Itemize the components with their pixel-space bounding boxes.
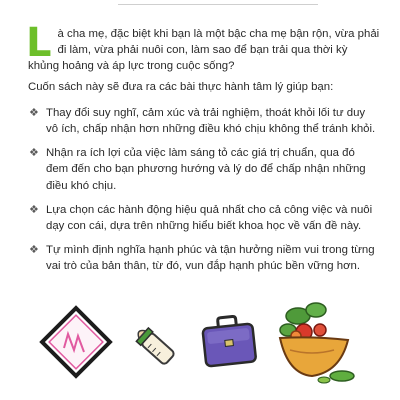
diamond-bullet-icon: ❖ <box>29 147 39 160</box>
baby-bottle-icon <box>132 318 178 374</box>
illustration-row <box>0 296 400 400</box>
list-item <box>28 145 380 194</box>
benefit-list <box>28 105 380 275</box>
briefcase-icon <box>196 310 262 374</box>
list-item-text: Nhận ra ích lợi của việc làm sáng tỏ các giá trị chuẩn, qua đó đem đến cho bạn phương hướng và lý do để chấp nhận những điều khó chịu. <box>46 147 366 192</box>
list-item <box>28 202 380 234</box>
vegetable-bowl-icon <box>268 296 358 386</box>
page-top-line <box>118 0 318 5</box>
list-item <box>28 105 380 137</box>
drop-cap: L <box>26 20 52 66</box>
list-item-text: Thay đổi suy nghĩ, cảm xúc và trải nghiệm, thoát khỏi lối tư duy vô ích, chấp nhận hơn những điều khó chịu không thể tránh khỏi. <box>46 106 376 136</box>
diamond-bullet-icon: ❖ <box>29 244 39 257</box>
diamond-bullet-icon: ❖ <box>29 203 39 216</box>
list-item-text: Tự mình định nghĩa hạnh phúc và tận hưởng niềm vui trong từng vai trò của bản thân, từ đó, vun đắp hạnh phúc bền vững hơn. <box>46 244 375 273</box>
list-item <box>28 242 380 274</box>
diamond-bullet-icon: ❖ <box>29 106 39 119</box>
intro-text: à cha mẹ, đặc biệt khi bạn là một bậc cha mẹ bận rộn, vừa phải đi làm, vừa phải nuôi con, làm sao để bạn trải qua thời kỳ khủng hoảng và áp lực trong cuộc sống? <box>28 28 380 73</box>
list-item-text: Lựa chọn các hành động hiệu quả nhất cho cả công việc và nuôi dạy con cái, dựa trên những hiểu biết khoa học về vấn đề này. <box>46 203 373 233</box>
lead-sentence: Cuốn sách này sẽ đưa ra các bài thực hành tâm lý giúp bạn: <box>28 80 334 93</box>
intro-paragraph <box>26 20 380 75</box>
framed-picture-icon <box>38 304 114 380</box>
body-text <box>26 20 380 283</box>
